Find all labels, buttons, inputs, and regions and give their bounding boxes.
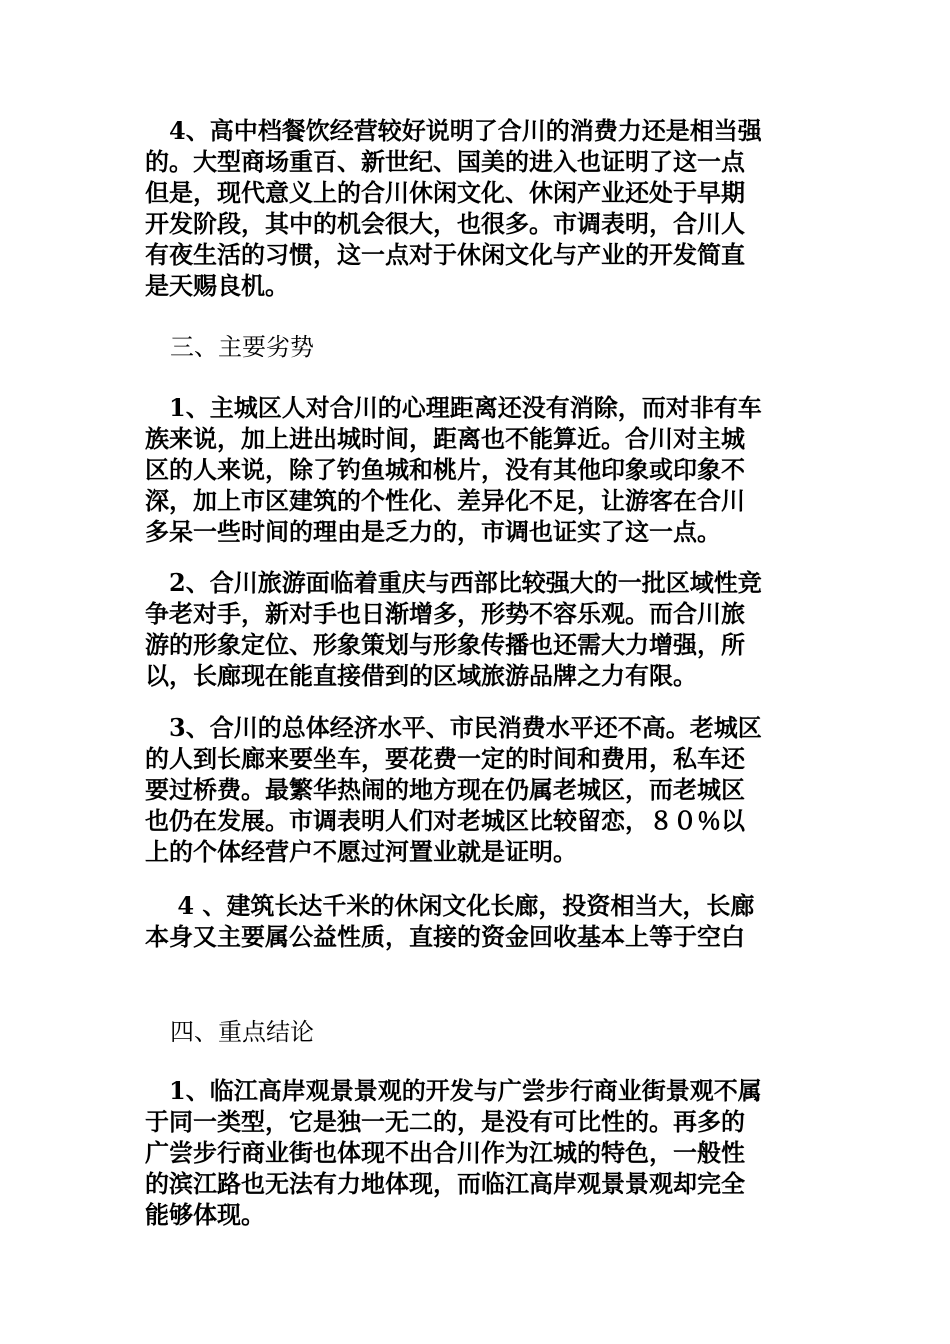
text-line: 有夜生活的习惯，这一点对于休闲文化与产业的开发简直 xyxy=(145,240,745,269)
text-line: 族来说，加上进出城时间，距离也不能算近。合川对主城 xyxy=(145,424,745,453)
text-line: 上的个体经营户不愿过河置业就是证明。 xyxy=(145,837,577,866)
text-line: 开发阶段，其中的机会很大，也很多。市调表明，合川人 xyxy=(145,209,745,238)
text-line: 争老对手，新对手也日渐增多，形势不容乐观。而合川旅 xyxy=(145,599,745,628)
text-line: 但是，现代意义上的合川休闲文化、休闲产业还处于早期 xyxy=(145,178,745,207)
paragraph-weakness-3 xyxy=(145,712,825,867)
text-line: 是天赐良机。 xyxy=(145,271,289,300)
text-line: 于同一类型，它是独一无二的，是没有可比性的。再多的 xyxy=(145,1107,745,1136)
text-line: 深，加上市区建筑的个性化、差异化不足，让游客在合川 xyxy=(145,486,745,515)
paragraph-conclusion-1 xyxy=(145,1075,825,1230)
text-line: 游的形象定位、形象策划与形象传播也还需大力增强，所 xyxy=(145,630,745,659)
text-line: 区的人来说，除了钓鱼城和桃片，没有其他印象或印象不 xyxy=(145,455,745,484)
text-line: 的。大型商场重百、新世纪、国美的进入也证明了这一点 xyxy=(145,147,745,176)
text-line: 1、主城区人对合川的心理距离还没有消除，而对非有车 xyxy=(145,393,762,422)
text-line: 的人到长廊来要坐车，要花费一定的时间和费用，私车还 xyxy=(145,744,745,773)
text-line: 要过桥费。最繁华热闹的地方现在仍属老城区，而老城区 xyxy=(145,775,745,804)
text-line: 广尝步行商业街也体现不出合川作为江城的特色，一般性 xyxy=(145,1138,745,1167)
text-line: 4 、建筑长达千米的休闲文化长廊，投资相当大，长廊 xyxy=(145,891,755,920)
paragraph-consumption-power xyxy=(145,115,825,301)
text-line: 4、高中档餐饮经营较好说明了合川的消费力还是相当强 xyxy=(145,116,762,145)
text-line: 也仍在发展。市调表明人们对老城区比较留恋，８０％以 xyxy=(145,806,745,835)
text-line: 能够体现。 xyxy=(145,1200,265,1229)
text-line: 本身又主要属公益性质，直接的资金回收基本上等于空白 xyxy=(145,922,745,951)
text-line: 多呆一些时间的理由是乏力的，市调也证实了这一点。 xyxy=(145,517,721,546)
text-line: 3、合川的总体经济水平、市民消费水平还不高。老城区 xyxy=(145,713,762,742)
paragraph-weakness-1 xyxy=(145,392,825,547)
text-line: 2、合川旅游面临着重庆与西部比较强大的一批区域性竞 xyxy=(145,568,762,597)
section-heading-conclusions: 四、重点结论 xyxy=(170,1018,314,1046)
text-line: 以，长廊现在能直接借到的区域旅游品牌之力有限。 xyxy=(145,661,697,690)
paragraph-weakness-2 xyxy=(145,567,825,691)
text-line: 1、临江高岸观景景观的开发与广尝步行商业街景观不属 xyxy=(145,1076,762,1105)
section-heading-weaknesses: 三、主要劣势 xyxy=(170,333,314,361)
text-line: 的滨江路也无法有力地体现，而临江高岸观景景观却完全 xyxy=(145,1169,745,1198)
paragraph-weakness-4 xyxy=(145,890,825,952)
